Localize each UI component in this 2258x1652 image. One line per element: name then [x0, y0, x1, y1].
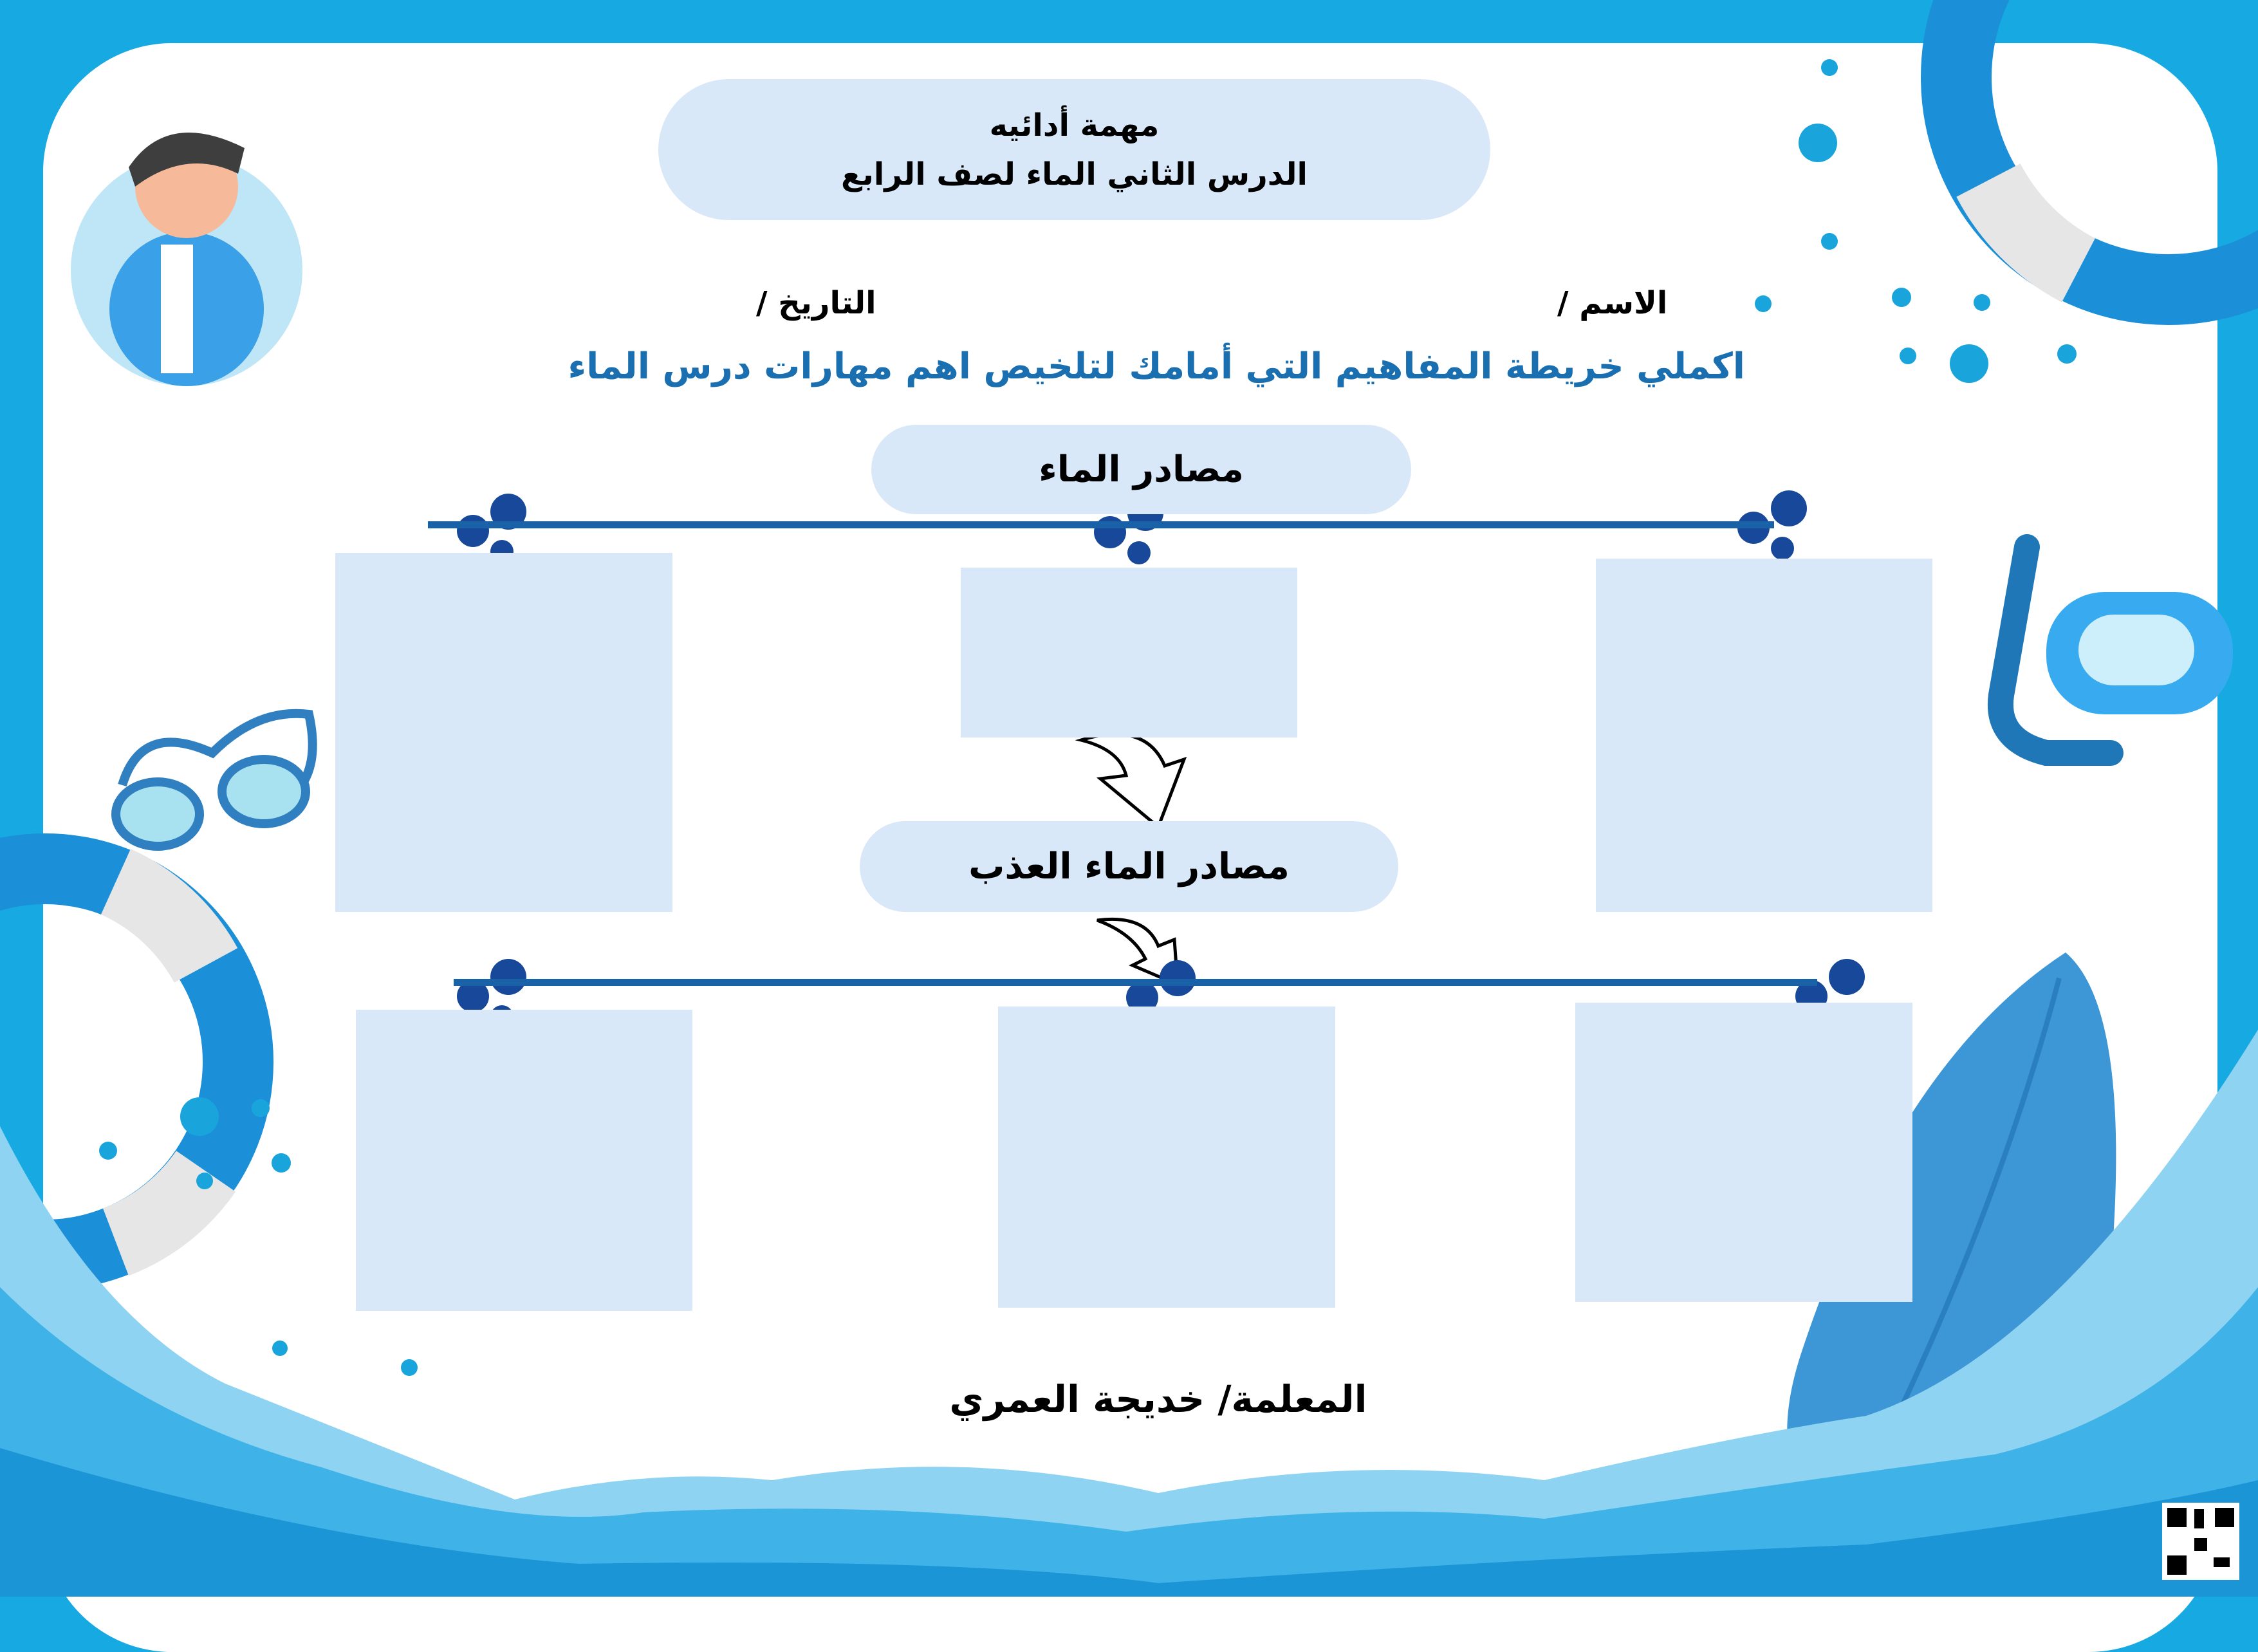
swim-goggles-icon: [116, 714, 313, 846]
concept-title: مصادر الماء: [1039, 449, 1244, 490]
lesson-subtitle: الدرس الثاني الماء لصف الرابع: [841, 156, 1308, 192]
curved-arrow-down-icon: [1081, 734, 1184, 827]
title-banner: [658, 79, 1490, 220]
qr-code-icon: [2162, 1503, 2239, 1580]
connector-line-bottom: [454, 979, 1817, 986]
connector-line-top: [428, 521, 1774, 528]
swimmer-boy-icon: [71, 133, 302, 386]
concept-title: مصادر الماء العذب: [968, 846, 1290, 887]
page-title: مهمة أدائيه: [989, 107, 1160, 144]
answer-box-4[interactable]: [356, 1010, 692, 1311]
lifebuoy-top-right-icon: [1956, 0, 2258, 290]
instruction-text: اكملي خريطة المفاهيم التي أمامك لتلخيص اهم مهارات درس الماء: [568, 346, 1745, 387]
answer-box-5[interactable]: [998, 1007, 1335, 1308]
concept-fresh-water-sources: [860, 821, 1398, 912]
answer-box-1[interactable]: [335, 553, 672, 912]
date-label: التاريخ /: [756, 285, 876, 321]
answer-box-6[interactable]: [1575, 1003, 1912, 1302]
answer-box-2[interactable]: [961, 568, 1297, 738]
snorkel-mask-icon: [2001, 547, 2233, 753]
teacher-name: المعلمة/ خديجة العمري: [949, 1377, 1367, 1421]
student-name-label: الاسم /: [1557, 285, 1668, 321]
concept-water-sources: [871, 425, 1411, 514]
answer-box-3[interactable]: [1596, 559, 1932, 912]
